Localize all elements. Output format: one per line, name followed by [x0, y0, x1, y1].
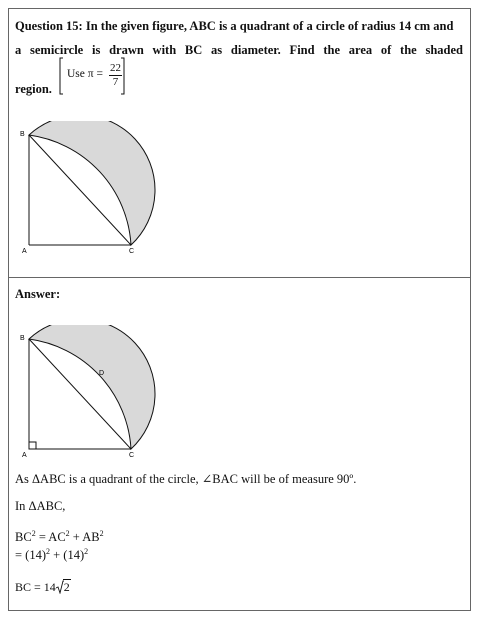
radical-sign	[56, 580, 64, 594]
equation-1	[15, 530, 104, 545]
eq1-right: + AB	[69, 530, 100, 544]
pi-denominator: 7	[112, 76, 119, 88]
label-C-answer: C	[129, 452, 135, 459]
label-A-answer: A	[22, 452, 27, 459]
eq1-mid-sq: 2	[65, 528, 70, 538]
eq2-b-sq: 2	[84, 546, 89, 556]
sqrt-radicand: 2	[63, 580, 70, 594]
eq2-a-sq: 2	[46, 546, 50, 556]
shaded-region	[29, 121, 155, 245]
label-D: D	[99, 370, 105, 377]
pi-numerator: 22	[110, 62, 121, 74]
question-figure	[15, 121, 175, 261]
section-divider	[9, 277, 470, 278]
eq1-mid: = AC	[35, 530, 66, 544]
eq2-a: = (14)	[15, 548, 46, 562]
pi-hint	[59, 56, 125, 96]
answer-heading: Answer:	[15, 287, 61, 301]
sqrt-symbol	[56, 580, 71, 595]
question-line-1: Question 15: In the given figure, ABC is a quadrant of a circle of radius 14 cm and	[15, 19, 454, 33]
answer-line-2: In ΔABC,	[15, 499, 66, 513]
equation-2	[15, 548, 88, 563]
label-B-answer: B	[20, 335, 25, 342]
pi-fraction	[109, 62, 122, 89]
eq1-right-sq: 2	[99, 528, 104, 538]
answer-line-1: As ΔABC is a quadrant of the circle, ∠BAC will be of measure 90º.	[15, 472, 357, 486]
shaded-region-answer	[29, 325, 155, 449]
bc-result	[15, 580, 71, 595]
question-region-label: region.	[15, 82, 52, 96]
pi-hint-prefix: Use π =	[67, 68, 103, 80]
eq1-left: BC	[15, 530, 32, 544]
label-C: C	[129, 248, 135, 255]
document-page	[8, 8, 471, 611]
eq1-left-sq: 2	[31, 528, 36, 538]
question-line-2: a semicircle is drawn with BC as diameter. Find the area of the shaded	[15, 43, 463, 57]
label-A: A	[22, 248, 27, 255]
right-angle-marker	[29, 442, 36, 449]
bc-result-prefix: BC = 14	[15, 580, 56, 594]
label-B: B	[20, 131, 25, 138]
eq2-b: + (14)	[50, 548, 85, 562]
answer-figure	[15, 325, 175, 465]
